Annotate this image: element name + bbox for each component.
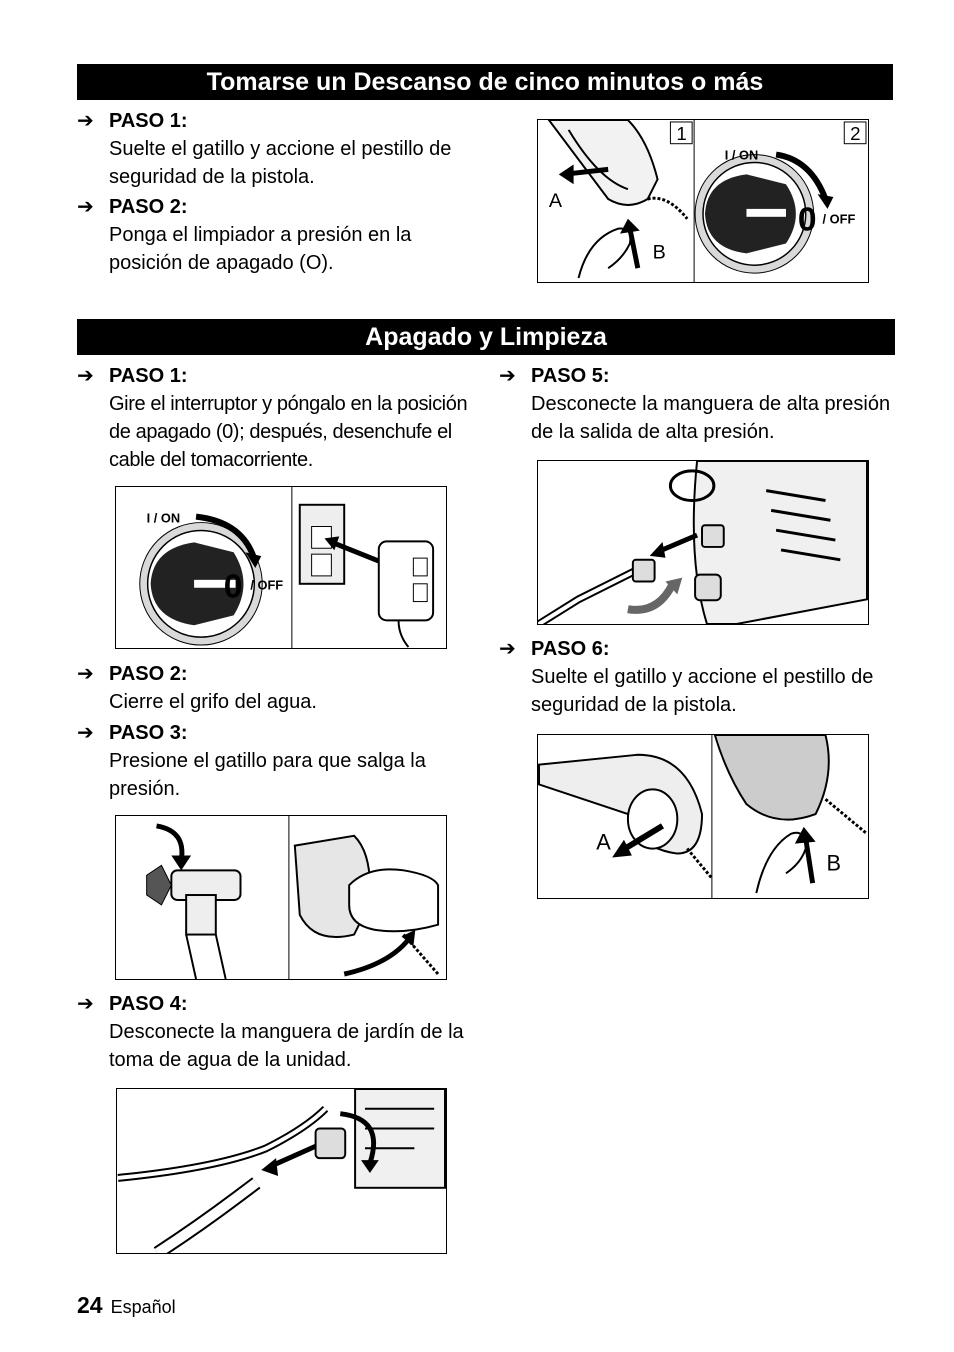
- gun-trigger-illustration: [539, 755, 712, 878]
- shutdown-step-6: ➔ PASO 6: Suelte el gatillo y accione el pestillo de seguridad de la pistola.: [499, 635, 899, 719]
- break-step-1: ➔ PASO 1: Suelte el gatillo y accione el pestillo de seguridad de la pistola.: [77, 107, 497, 191]
- figure-gun-release-and-lock: [537, 734, 869, 899]
- figure-faucet-and-trigger: [115, 815, 447, 980]
- shutdown-step-4-text: Desconecte la manguera de jardín de la toma de agua de la unidad.: [109, 1021, 464, 1071]
- break-step-2: ➔ PASO 2: Ponga el limpiador a presión en la posición de apagado (O).: [77, 193, 497, 277]
- arrow-right-icon: ➔: [77, 196, 94, 218]
- label-b: B: [652, 241, 666, 264]
- off-label: / OFF: [822, 211, 856, 227]
- panel-number-1: 1: [676, 122, 687, 144]
- arrow-right-icon: ➔: [77, 993, 94, 1015]
- page-language: Español: [110, 1297, 176, 1317]
- break-step-2-text: Ponga el limpiador a presión en la posición de apagado (O).: [109, 224, 412, 274]
- figure-high-pressure-hose-disconnect: [537, 460, 869, 625]
- label-b: B: [826, 850, 841, 876]
- shutdown-step-2: ➔ PASO 2: Cierre el grifo del agua.: [77, 660, 477, 716]
- shutdown-step-4: ➔ PASO 4: Desconecte la manguera de jardín de la toma de agua de la unidad.: [77, 990, 477, 1074]
- arrow-right-icon: ➔: [499, 365, 516, 387]
- shutdown-step-5-text: Desconecte la manguera de alta presión de la salida de alta presión.: [531, 393, 891, 443]
- trigger-hand-illustration: [295, 836, 438, 974]
- page-footer: [77, 1292, 176, 1319]
- shutdown-step-5: ➔ PASO 5: Desconecte la manguera de alta presión de la salida de alta presión.: [499, 362, 899, 446]
- page-number: 24: [77, 1292, 103, 1318]
- switch-off-illustration: [140, 517, 262, 645]
- on-label: I / ON: [724, 147, 759, 163]
- shutdown-step-1: ➔ PASO 1: Gire el interruptor y póngalo en la posición de apagado (0); después, desenchufe el cable del tomacorriente.: [77, 362, 477, 474]
- arrow-right-icon: ➔: [77, 663, 94, 685]
- section-title-shutdown: Apagado y Limpieza: [77, 319, 895, 355]
- safety-lock-illustration: [715, 735, 867, 893]
- label-a: A: [548, 189, 563, 212]
- wall-outlet-illustration: [300, 505, 433, 647]
- pressure-washer-unit-illustration: [539, 461, 867, 624]
- label-a: A: [596, 829, 611, 855]
- shutdown-step-1-text: Gire el interruptor y póngalo en la posición de apagado (0); después, desenchufe el cable del tomacorriente.: [109, 393, 468, 471]
- shutdown-step-2-text: Cierre el grifo del agua.: [109, 691, 317, 713]
- arrow-right-icon: ➔: [77, 110, 94, 132]
- figure-gun-and-switch: [537, 119, 869, 283]
- shutdown-step-3: ➔ PASO 3: Presione el gatillo para que salga la presión.: [77, 719, 477, 803]
- break-step-1-text: Suelte el gatillo y accione el pestillo de seguridad de la pistola.: [109, 138, 452, 188]
- faucet-illustration: [147, 826, 241, 979]
- section-title-break: Tomarse un Descanso de cinco minutos o más: [77, 64, 893, 100]
- arrow-right-icon: ➔: [77, 365, 94, 387]
- shutdown-step-6-text: Suelte el gatillo y accione el pestillo de seguridad de la pistola.: [531, 666, 874, 716]
- garden-hose-illustration: [118, 1089, 445, 1253]
- arrow-right-icon: ➔: [499, 638, 516, 660]
- on-label: I / ON: [146, 510, 181, 526]
- zero-label: 0: [223, 568, 243, 606]
- figure-switch-and-plug: [115, 486, 447, 649]
- shutdown-step-3-text: Presione el gatillo para que salga la presión.: [109, 750, 426, 800]
- gun-handle-illustration: [549, 120, 687, 278]
- off-label: / OFF: [250, 577, 284, 593]
- zero-label: 0: [797, 201, 817, 239]
- arrow-right-icon: ➔: [77, 722, 94, 744]
- figure-garden-hose-disconnect: [116, 1088, 447, 1254]
- panel-number-2: 2: [850, 122, 861, 144]
